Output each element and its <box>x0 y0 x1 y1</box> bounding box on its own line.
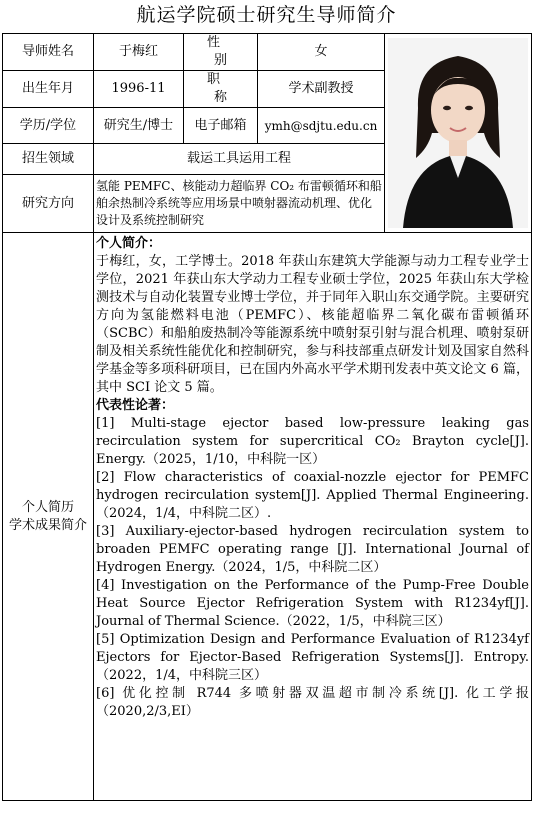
photo-cell <box>385 34 532 233</box>
name-value: 于梅红 <box>94 34 184 71</box>
profile-label-line-1: 个人简历 <box>21 499 74 515</box>
paper-item-5: [5] Optimization Design and Performance Evaluation of R1234yf Ejectors for Ejector-Based Refrigeration Systems[J]. Entropy.（2022，1/4，中科院三区） <box>96 632 529 683</box>
portrait-photo-icon <box>388 38 528 228</box>
email-label: 电子邮箱 <box>184 108 258 144</box>
research-value: 氢能 PEMFC、核能动力超临界 CO₂ 布雷顿循环和船舶余热制冷系统等应用场景中喷射器流动机理、优化设计及系统控制研究 <box>94 175 385 233</box>
paper-item-1: [1] Multi-stage ejector based low-pressure leaking gas recirculation system for supercritical CO₂ Brayton cycle[J]. Energy.（2025，1/10，中科院一区） <box>96 416 529 467</box>
portrait-photo <box>388 38 528 228</box>
gender-value: 女 <box>258 34 385 71</box>
rank-value: 学术副教授 <box>258 71 385 108</box>
profile-label <box>3 233 94 801</box>
paper-item-2: [2] Flow characteristics of coaxial-nozzle ejector for PEMFC hydrogen recirculation system[J]. Applied Thermal Engineering.（2024，1/4，中科院二区）. <box>96 470 529 521</box>
birth-label: 出生年月 <box>3 71 94 108</box>
advisor-info-table <box>2 33 532 801</box>
page-title: 航运学院硕士研究生导师简介 <box>136 4 397 26</box>
enroll-value: 载运工具运用工程 <box>94 144 385 175</box>
paper-item-6: [6] 优化控制 R744 多喷射器双温超市制冷系统[J]. 化工学报（2020,2/3,EI） <box>96 686 529 719</box>
degree-value: 研究生/博士 <box>94 108 184 144</box>
degree-label: 学历/学位 <box>3 108 94 144</box>
intro-heading: 个人简介： <box>96 236 162 251</box>
research-label: 研究方向 <box>3 175 94 233</box>
papers-heading: 代表性论著： <box>96 398 175 413</box>
intro-text: 于梅红，女，工学博士。2018 年获山东建筑大学能源与动力工程专业学士学位，2021 年获山东大学动力工程专业硕士学位，2025 年获山东大学检测技术与自动化装置专业博士学位，并于同年入职山东交通学院。主要研究方向为氢能燃料电池（PEMFC）、核能超临界二氧化碳布雷顿循环（SCBC）和船舶废热制冷等能源系统中喷射泵引射与混合机理、喷射泵研制及相关系统性能优化和控制研究，参与科技部重点研发计划及国家自然科学基金等多项科研项目，已在国内外高水平学术期刊发表中英文论文 6 篇，其中 SCI 论文 5 篇。 <box>96 254 529 395</box>
email-value: ymh@sdjtu.edu.cn <box>258 108 385 144</box>
profile-content <box>94 233 532 801</box>
rank-label: 职 称 <box>184 71 258 108</box>
name-label: 导师姓名 <box>3 34 94 71</box>
paper-item-4: [4] Investigation on the Performance of the Pump-Free Double Heat Source Ejector Refrigeration System with R1234yf[J]. Journal of Thermal Science.（2022，1/5，中科院三区） <box>96 578 529 629</box>
profile-label-line-2: 学术成果简介 <box>8 517 87 533</box>
gender-label: 性 别 <box>184 34 258 71</box>
paper-item-3: [3] Auxiliary-ejector-based hydrogen recirculation system to broaden PEMFC operating range [J]. International Journal of Hydrogen Energy.（2024，1/5，中科院二区） <box>96 524 529 575</box>
enroll-label: 招生领域 <box>3 144 94 175</box>
birth-value: 1996-11 <box>94 71 184 108</box>
